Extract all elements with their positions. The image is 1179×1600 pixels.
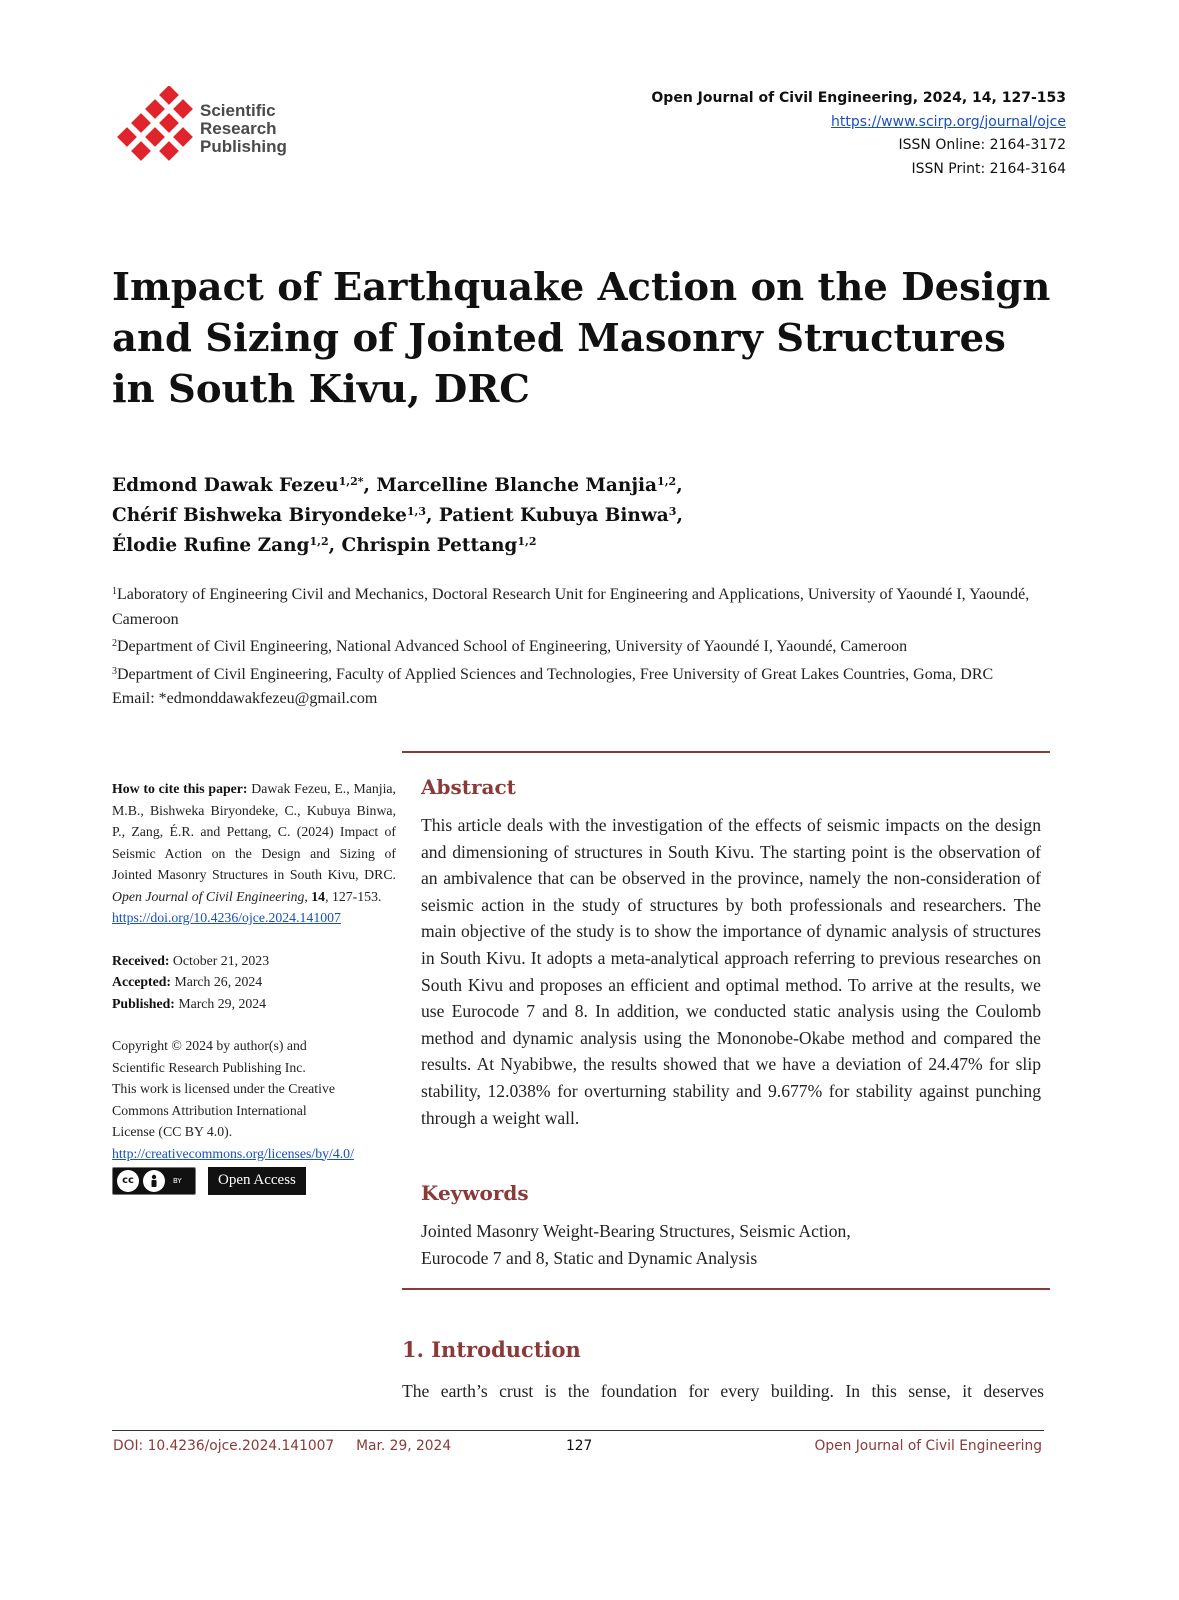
- footer-date: Mar. 29, 2024: [356, 1438, 452, 1454]
- author-name: Patient Kubuya Binwa: [438, 505, 669, 526]
- journal-url-link[interactable]: https://www.scirp.org/journal/ojce: [830, 113, 1066, 130]
- introduction-heading: 1. Introduction: [402, 1337, 581, 1362]
- footer-rule: [112, 1430, 1044, 1431]
- keywords-bottom-rule: [402, 1288, 1050, 1290]
- author-name: Chrispin Pettang: [341, 535, 518, 556]
- publisher-name: Scientific Research Publishing: [200, 101, 287, 156]
- journal-citation: Open Journal of Civil Engineering, 2024, 14, 127-153: [651, 90, 1066, 106]
- open-access-badge[interactable]: Open Access: [208, 1167, 306, 1195]
- email: Email: *edmonddawakfezeu@gmail.com: [112, 690, 378, 707]
- author-name: Élodie Rufine Zang: [112, 535, 310, 556]
- footer-doi: DOI: 10.4236/ojce.2024.141007 Mar. 29, 2024: [113, 1438, 452, 1454]
- by-label: BY: [173, 1176, 182, 1185]
- author-list: Edmond Dawak Fezeu$^{1,2*}$, Marcelline Blanche Manjia$^{1,2}$, Chérif Bishweka Biryondeke$^{1,3}$, Patient Kubuya Binwa$^3$, Élodie Rufine Zang$^{1,2}$, Chrispin Pettang$^{1,2}$: [112, 475, 683, 556]
- footer-journal: Open Journal of Civil Engineering: [814, 1438, 1042, 1454]
- license-badges: [112, 1167, 396, 1195]
- affiliations: [112, 580, 1072, 712]
- page-number: 127: [566, 1438, 593, 1454]
- cc-by-badge[interactable]: [112, 1167, 196, 1195]
- issn-print: ISSN Print: 2164-3164: [911, 160, 1066, 177]
- affiliation: $^1$Laboratory of Engineering Civil and Mechanics, Doctoral Research Unit for Engineering and Applications, University of Yaoundé I, Yaoundé, Cameroon: [112, 586, 1030, 628]
- abstract-top-rule: [402, 751, 1050, 753]
- issn-online: ISSN Online: 2164-3172: [898, 137, 1066, 153]
- copyright-notice: Copyright © 2024 by author(s) and Scientific Research Publishing Inc. This work is licensed under the Creative Commons Attribution International License (CC BY 4.0). http://creativecommons.org/licenses/by/4.0/: [112, 1038, 354, 1161]
- author-name: Edmond Dawak Fezeu: [112, 475, 339, 496]
- doi-link[interactable]: https://doi.org/10.4236/ojce.2024.141007: [112, 910, 341, 925]
- introduction-text: The earth’s crust is the foundation for every building. In this sense, it deserves: [402, 1381, 1044, 1401]
- sidebar-info: [112, 778, 396, 1195]
- abstract-heading: Abstract: [421, 775, 516, 799]
- cc-icon: cc: [117, 1170, 139, 1192]
- license-link[interactable]: http://creativecommons.org/licenses/by/4.0/: [112, 1145, 354, 1161]
- author-name: Chérif Bishweka Biryondeke: [112, 505, 407, 526]
- how-to-cite: How to cite this paper: Dawak Fezeu, E., Manjia, M.B., Bishweka Biryondeke, C., Kubuya Binwa, P., Zang, É.R. and Pettang, C. (2024) Impact of Seismic Action on the Design and Sizing of Jointed Masonry Structures in South Kivu, DRC. Open Journal of Civil Engineering, 14, 127-153. https://doi.org/10.4236/ojce.2024.141007: [112, 781, 396, 925]
- paper-title: Impact of Earthquake Action on the Design and Sizing of Jointed Masonry Structures in South Kivu, DRC: [112, 265, 1051, 412]
- author-name: Marcelline Blanche Manjia: [376, 475, 658, 496]
- abstract-text: This article deals with the investigation of the effects of seismic impacts on the design and dimensioning of structures in South Kivu. The starting point is the observation of an ambivalence that can be observed in the province, namely the non-consideration of seismic action in the study of structures by both professionals and researchers. The main objective of the study is to show the importance of dynamic analysis of structures in South Kivu. It adopts a meta-analytical approach referring to previous researches on South Kivu and proposes an efficient and optimal method. To arrive at the results, we use Eurocode 7 and 8. In addition, we conducted static analysis using the Coulomb method and dynamic analysis using the Mononobe-Okabe method and compared the results. At Nyabibwe, the results showed that we have a deviation of 24.47% for slip stability, 12.038% for overturning stability and 9.677% for stability against punching through a weight wall.: [421, 815, 1041, 1128]
- journal-info: [651, 87, 1066, 181]
- publication-dates: Received: October 21, 2023 Accepted: March 26, 2024 Published: March 29, 2024: [112, 952, 270, 1011]
- logo-diamond-grid: [117, 86, 193, 175]
- keywords-heading: Keywords: [421, 1181, 529, 1205]
- person-icon: [143, 1170, 165, 1192]
- affiliation: $^2$Department of Civil Engineering, National Advanced School of Engineering, University of Yaoundé I, Yaoundé, Cameroon: [112, 638, 908, 655]
- keywords-text: Jointed Masonry Weight-Bearing Structures, Seismic Action, Eurocode 7 and 8, Static and Dynamic Analysis: [421, 1221, 851, 1268]
- affiliation: $^3$Department of Civil Engineering, Faculty of Applied Sciences and Technologies, Free University of Great Lakes Countries, Goma, DRC: [112, 665, 994, 683]
